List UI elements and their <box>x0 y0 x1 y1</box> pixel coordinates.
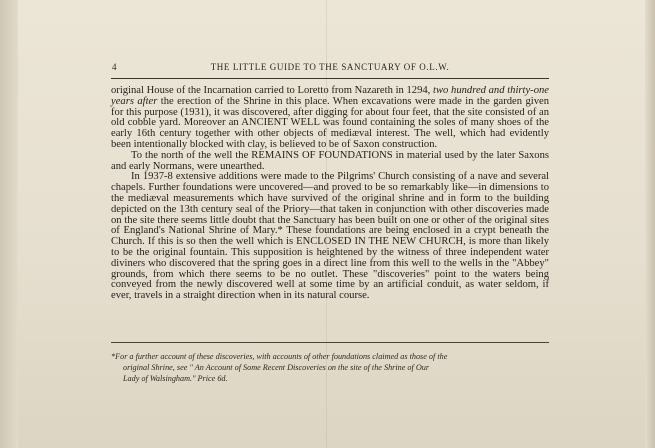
running-head: THE LITTLE GUIDE TO THE SANCTUARY OF O.L.W. <box>210 62 450 72</box>
footnote-line-2: original Shrine, see " An Account of Some Recent Discoveries on the site of the Shrine of Our <box>123 363 430 373</box>
header-rule <box>111 78 549 79</box>
page-number: 4 <box>112 62 118 72</box>
footnote-rule <box>111 342 549 343</box>
footnote-line-1: *For a further account of these discoveries, with accounts of other foundations claimed as those of the <box>111 352 448 361</box>
page-header <box>111 62 549 76</box>
page-edge-left <box>0 0 18 448</box>
paragraph-1-start: original House of the Incarnation carried to Loretto from Nazareth in 1294, <box>111 85 434 96</box>
paragraph-3: In 1937-8 extensive additions were made to the Pilgrims' Church consisting of a nave and several chapels. Further foundations were uncovered—and proved to be so remarkably like—in dimensions to the mediæval measurements which have survived of the original shrine and in form to the building depicted on the 13th century seal of the Priory—that taken in conjunction with other discoveries made on the site there seems little doubt that the Sanctuary has been built on one or other of the original sites of England's National Shrine of Mary.* These foundations are being enclosed in a crypt beneath the Church. If this is so then the well which is ENCLOSED IN THE NEW CHURCH, is more than likely to be the original fountain. This supposition is heightened by the witness of three independent water diviners who discovered that the spring goes in a direct line from this well to the wells in the "Abbey" grounds, from which there seems to be no outlet. These "discoveries" point to the waters being conveyed from the newly discovered well at some time by an artificial conduit, as water seldom, if ever, travels in a straight direction when in its natural course. <box>111 171 549 302</box>
paragraph-1-rest: the erection of the Shrine in this place. When excavations were made in the garden given for this purpose (1931), it was discovered, after digging for about four feet, that the site consisted of an old cobble yard. Moreover an ANCIENT WELL was found containing the soles of many shoes of the early 16th century together with other objects of mediæval interest. The well, which had evidently been intentionally blocked with clay, is believed to be of Saxon construction. <box>111 95 549 150</box>
footnote-line-3: Lady of Walsingham." Price 6d. <box>123 374 228 384</box>
paragraph-2: To the north of the well the REMAINS OF FOUNDATIONS in material used by the later Saxons and early Normans, were unearthed. <box>111 149 549 172</box>
footnote <box>111 351 549 385</box>
body-text <box>111 86 549 302</box>
paragraph-1 <box>111 86 549 151</box>
page-edge-right <box>645 0 655 448</box>
paragraph-1-emphasis: two hundred and thirty-one years after <box>111 85 549 107</box>
